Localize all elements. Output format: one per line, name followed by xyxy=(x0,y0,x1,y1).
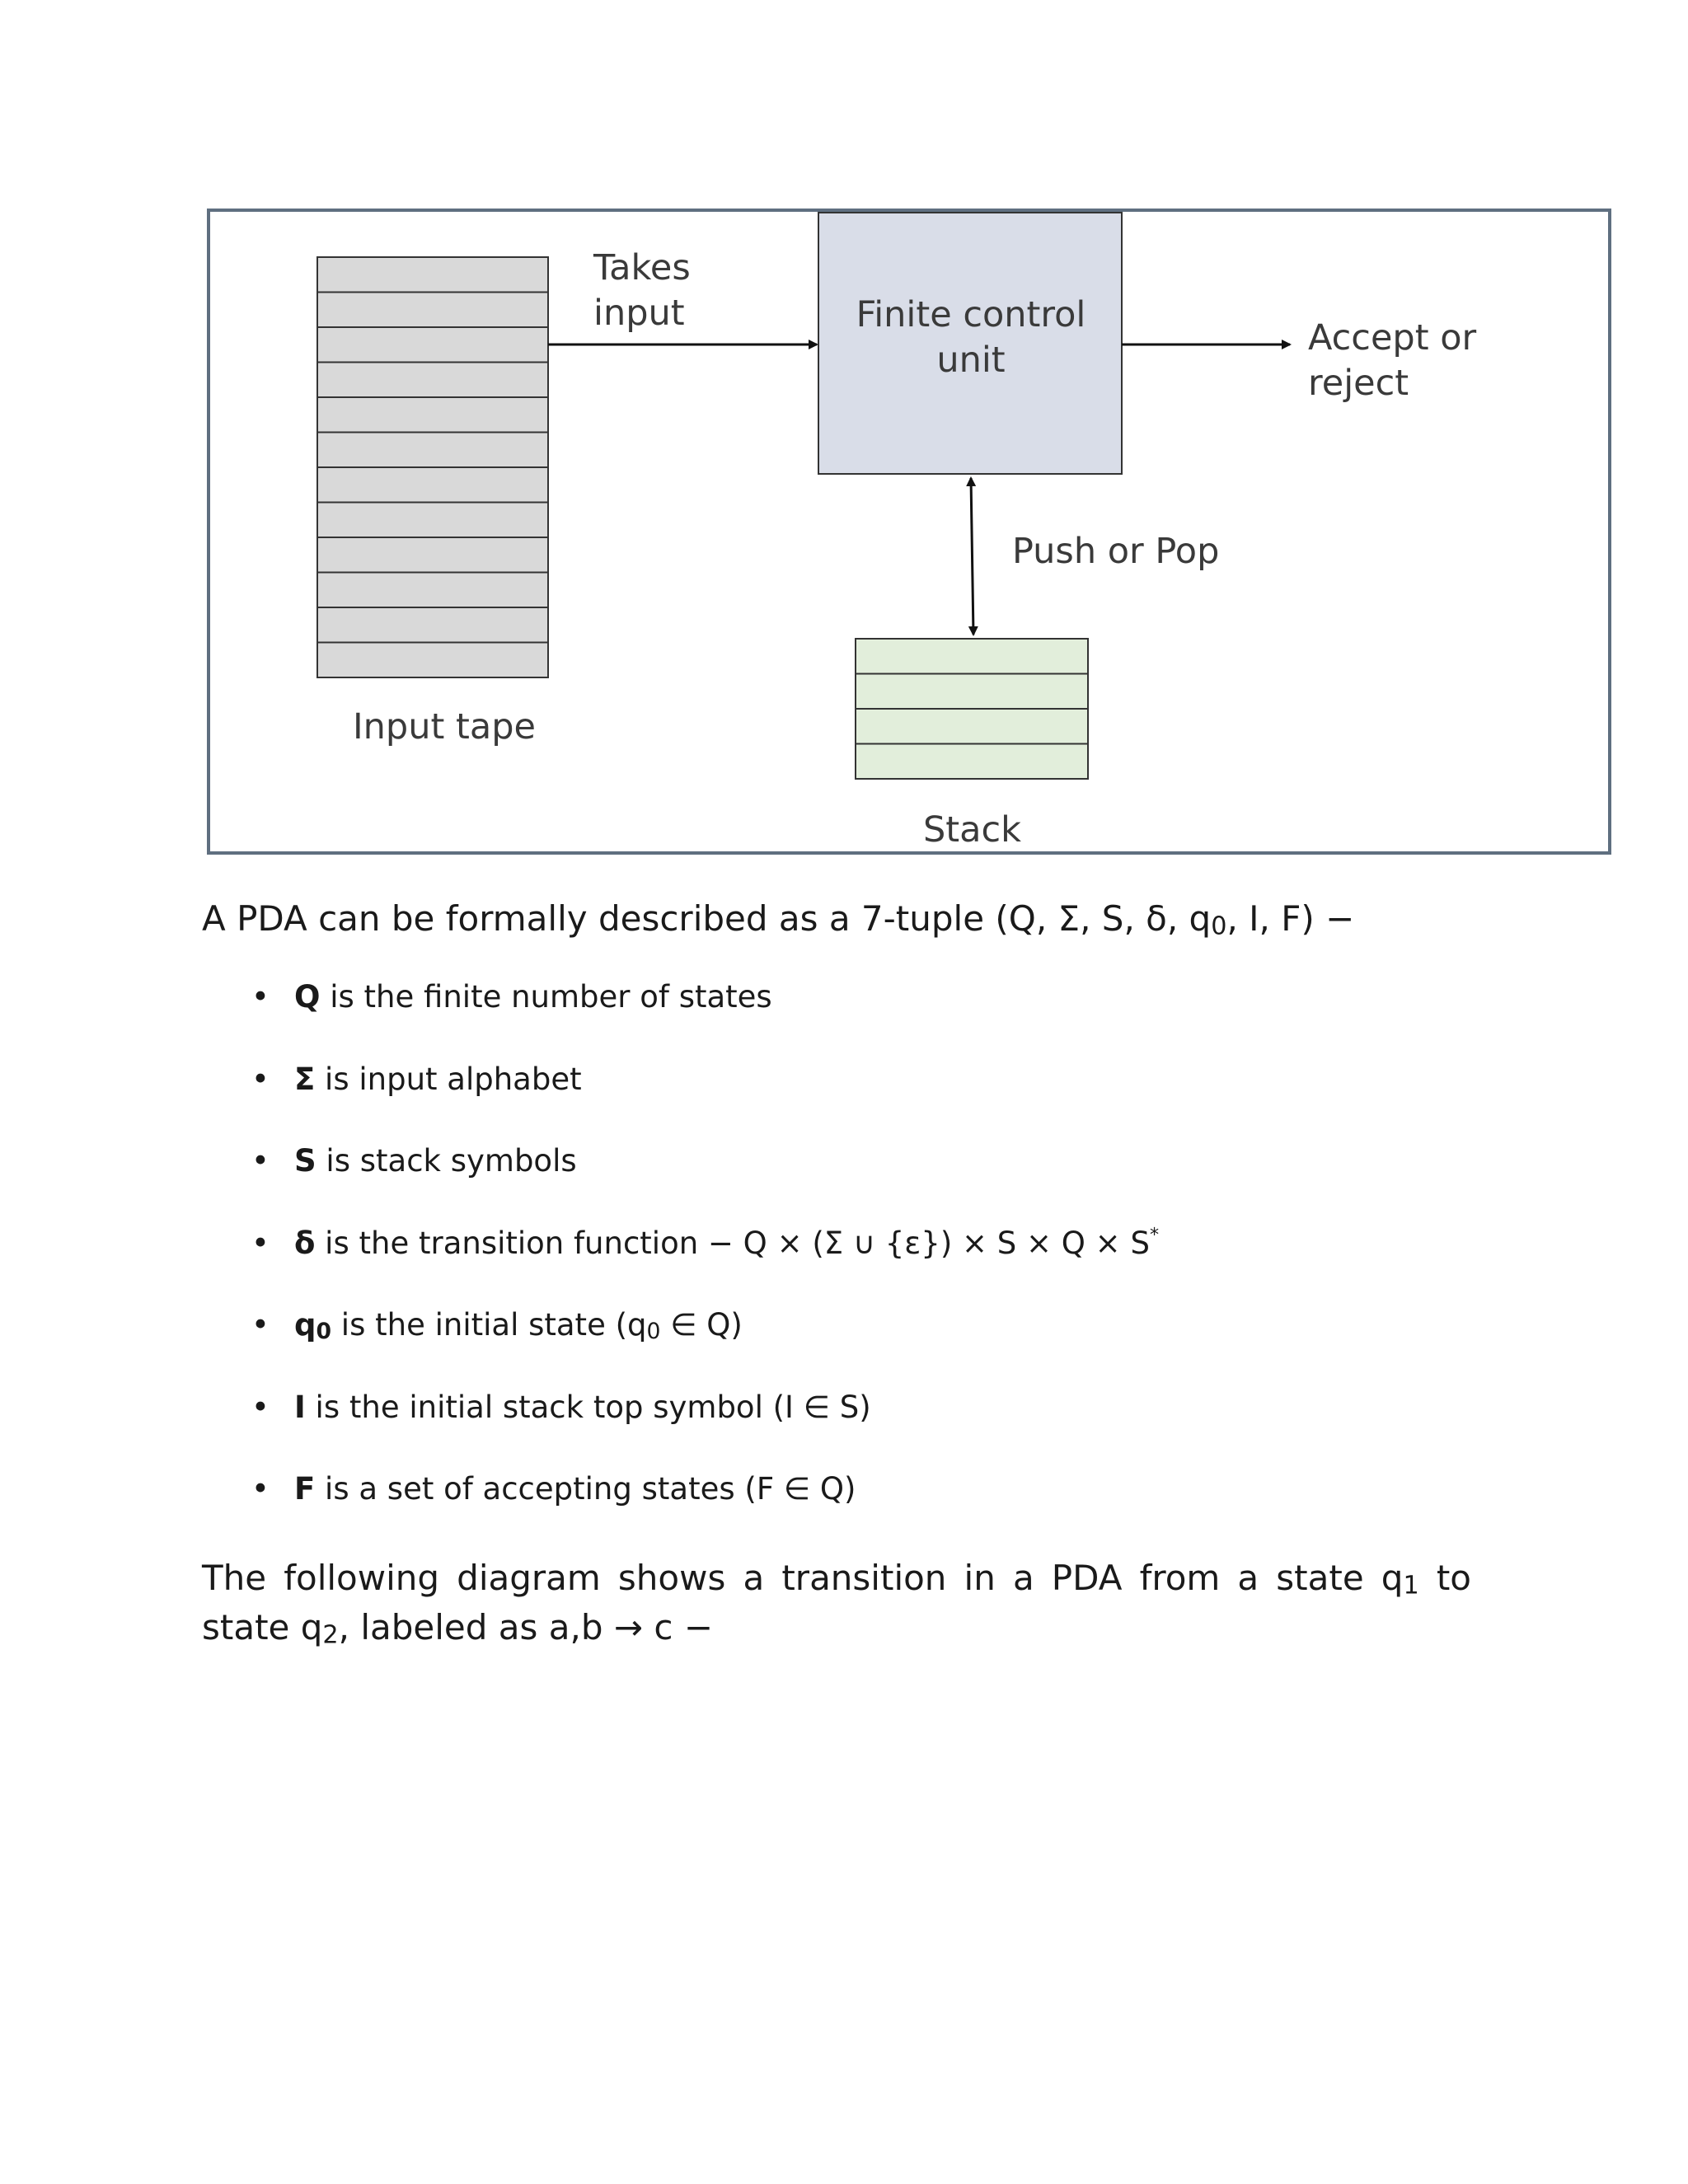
definition-item: • $q_0$ is the initial state ($q_0$ ∈ Q) xyxy=(251,1307,743,1344)
tape-cell xyxy=(317,363,548,398)
stack-cell xyxy=(856,639,1088,674)
stack-cell xyxy=(856,674,1088,710)
tape-cell xyxy=(317,643,548,678)
tape-cell xyxy=(317,257,548,293)
tape-cell xyxy=(317,607,548,643)
definition-item: • δ is the transition function − Q × (Σ ∪ {ε}) × S × Q × S* xyxy=(251,1223,1160,1261)
definition-item: • Q is the finite number of states xyxy=(251,979,772,1015)
tuple-intro: A PDA can be formally described as a 7-tuple (Q, Σ, S, δ, $q_0$, I, F) − xyxy=(202,898,1355,941)
finite-control-label: Finite control unit xyxy=(856,294,1086,381)
stack-label: Stack xyxy=(923,809,1022,851)
input-tape-label: Input tape xyxy=(353,706,536,748)
tape-cell xyxy=(317,327,548,363)
definition-item: • S is stack symbols xyxy=(251,1143,577,1179)
tape-cell xyxy=(317,397,548,433)
tape-cell xyxy=(317,503,548,538)
stack-cells xyxy=(856,639,1088,779)
definition-item: • F is a set of accepting states (F ∈ Q) xyxy=(251,1471,856,1507)
tape-cell xyxy=(317,537,548,573)
accept-reject-label: Accept or reject xyxy=(1308,317,1477,404)
takes-input-label: Takes input xyxy=(593,247,691,334)
pda-diagram xyxy=(202,198,1615,857)
transition-intro: The following diagram shows a transition in a PDA from a state $q_1$ to state $q_2$, labeled as a,b → c − xyxy=(202,1558,1472,1650)
push-pop-label: Push or Pop xyxy=(1012,531,1220,572)
stack-cell xyxy=(856,744,1088,780)
tape-cell xyxy=(317,467,548,503)
tuple-definitions xyxy=(202,972,1521,1547)
tape-cell xyxy=(317,293,548,328)
tape-cell xyxy=(317,433,548,468)
input-tape-cells xyxy=(317,257,548,677)
tape-cell xyxy=(317,573,548,608)
definition-item: • I is the initial stack top symbol (I ∈ S) xyxy=(251,1389,871,1425)
definition-item: • Σ is input alphabet xyxy=(251,1061,582,1097)
stack-cell xyxy=(856,709,1088,744)
